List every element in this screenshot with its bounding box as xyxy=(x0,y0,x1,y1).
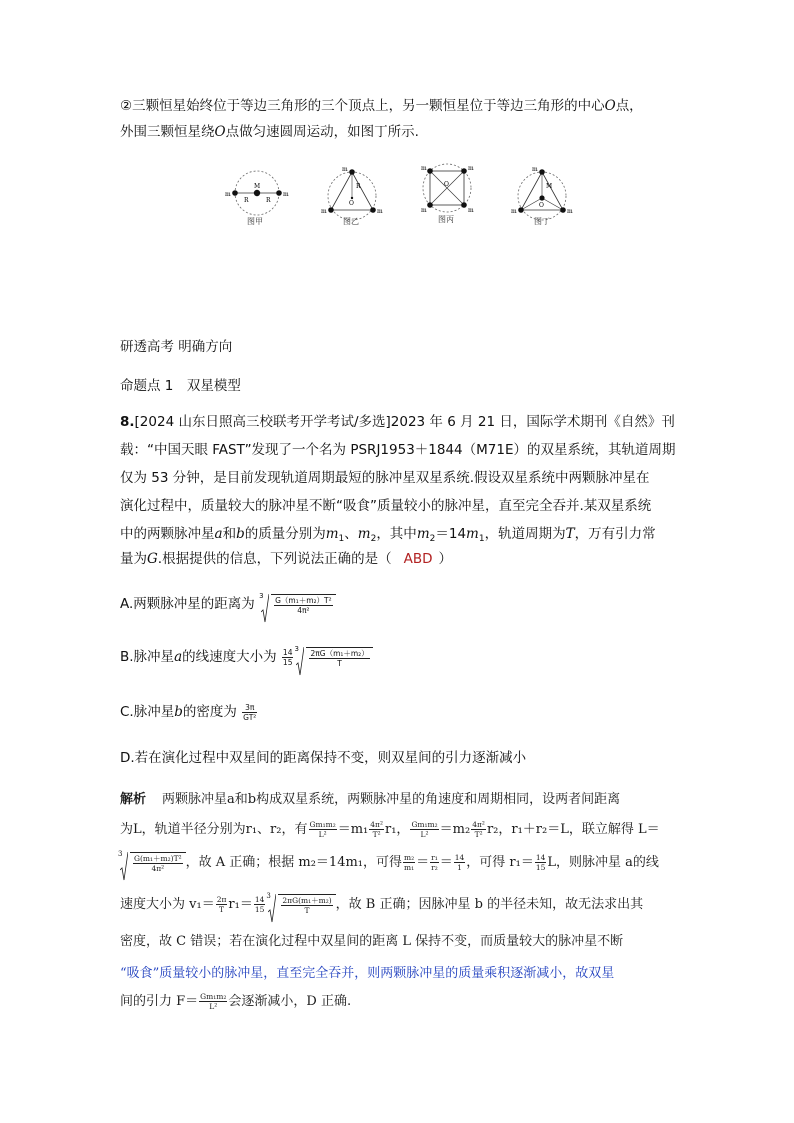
solution-text: ，故 A 正确；根据 m₂＝14m₁，可得 xyxy=(185,855,402,870)
numerator: 4π² xyxy=(472,820,485,829)
subscript: 1 xyxy=(338,534,345,544)
numerator: r₁ xyxy=(431,853,438,862)
mass-label-big-m: M xyxy=(254,183,261,190)
solution-text: 会逐渐减小，D 正确. xyxy=(228,994,352,1009)
denominator: T xyxy=(219,905,225,914)
coefficient-fraction xyxy=(282,648,294,667)
option-d: D.若在演化过程中双星间的距离保持不变，则双星间的引力逐渐减小 xyxy=(120,750,527,766)
solution-line-4 xyxy=(120,893,643,915)
solution-line-7 xyxy=(120,990,351,1011)
denominator: T xyxy=(304,906,310,915)
solution-line-3 xyxy=(118,851,659,873)
mass-label-m: m xyxy=(421,165,427,172)
denominator: 4π² xyxy=(297,605,310,615)
solution-line-2 xyxy=(120,818,660,839)
question-text: ，其中 xyxy=(376,526,417,542)
radical-sign-icon xyxy=(294,644,304,677)
intro-text: 外围三颗恒星绕 xyxy=(120,124,215,140)
fraction xyxy=(274,596,333,615)
cube-root-b xyxy=(294,644,372,668)
figure-caption-yi: 图乙 xyxy=(343,217,359,226)
question-text: ，轨道周期为 xyxy=(484,526,566,542)
solution-text: ＝m₂ xyxy=(439,822,471,837)
var-m1: m xyxy=(466,526,479,542)
root-index: 3 xyxy=(266,892,271,900)
solution-text: ＝ xyxy=(439,855,453,870)
numerator: 14 xyxy=(535,853,546,862)
option-a-text: A.两颗脉冲星的距离为 xyxy=(120,596,255,612)
var-b: b xyxy=(236,526,245,542)
solution-text: ，故 B 正确；因脉冲星 b 的半径未知，故无法求出其 xyxy=(335,897,644,912)
question-text: ） xyxy=(438,551,452,567)
option-c-text: C.脉冲星 xyxy=(120,704,175,720)
denominator: T² xyxy=(474,830,483,839)
numerator: 14 xyxy=(282,647,293,657)
numerator: G（m₁＋m₂）T² xyxy=(275,595,332,605)
radius-label: R xyxy=(266,197,271,204)
solution-text: 速度大小为 v₁＝ xyxy=(120,897,215,912)
fraction xyxy=(281,896,332,915)
radical-sign-icon xyxy=(268,894,276,924)
question-text: [2024 山东日照高三校联考开学考试/多选]2023 年 6 月 21 日，国际学术期刊《自然》刊 xyxy=(134,414,675,430)
solution-text: r₁， xyxy=(385,822,410,837)
root-index: 3 xyxy=(259,591,264,600)
numerator: Gm₁m₂ xyxy=(411,820,438,829)
solution-text: L，则脉冲星 a的线 xyxy=(547,855,659,870)
subscript: 2 xyxy=(370,534,377,544)
figure-jia xyxy=(225,171,289,226)
question-text: 量为 xyxy=(120,551,147,567)
option-b-text: 的线速度大小为 xyxy=(182,649,277,665)
center-label: O xyxy=(444,181,449,188)
intro-line-2 xyxy=(120,118,419,146)
mass-label-m: m xyxy=(421,207,427,214)
denominator: L² xyxy=(209,1002,218,1011)
solution-line-6: “吸食”质量较小的脉冲星，直至完全吞并，则两颗脉冲星的质量乘积逐渐减小，故双星 xyxy=(120,966,615,981)
question-text: 中的两颗脉冲星 xyxy=(120,526,215,542)
question-line-4 xyxy=(120,492,651,520)
denominator: L² xyxy=(318,830,327,839)
solution-label: 解析 xyxy=(120,792,147,807)
fraction xyxy=(309,649,369,668)
mass-label-m: m xyxy=(225,191,231,198)
solution-text: r₁＝ xyxy=(228,897,253,912)
mass-label-m: m xyxy=(468,207,474,214)
intro-text-end: 点， xyxy=(615,98,643,114)
denominator: T² xyxy=(372,830,381,839)
numerator: m₂ xyxy=(404,853,415,862)
numerator: 2πG（m₁＋m₂） xyxy=(310,648,369,658)
solution-text: ＝m₁ xyxy=(337,822,369,837)
figure-caption-ding: 图丁 xyxy=(534,217,550,226)
numerator: 14 xyxy=(254,895,265,904)
denominator: 15 xyxy=(254,905,265,914)
answer-text: ABD xyxy=(403,551,433,567)
denominator: 15 xyxy=(282,657,293,667)
mass-label-m: m xyxy=(567,208,573,215)
radical-sign-icon xyxy=(259,591,269,624)
fraction xyxy=(369,820,384,839)
star-system-figures xyxy=(220,160,580,230)
figure-caption-bing: 图丙 xyxy=(438,215,454,224)
fraction xyxy=(199,992,227,1011)
solution-text: r₂，r₁＋r₂＝L，联立解得 L＝ xyxy=(486,822,660,837)
var-a: a xyxy=(214,526,223,542)
denominator: r₂ xyxy=(431,863,438,872)
figure-ding xyxy=(511,166,573,226)
var-a: a xyxy=(174,649,183,665)
question-text: 载：“中国天眼 FAST”发现了一个名为 PSRJ1953＋1844（M71E）的双星系统，其轨道周期 xyxy=(120,442,676,458)
fraction xyxy=(471,820,486,839)
center-o: O xyxy=(604,98,616,114)
numerator: Gm₁m₂ xyxy=(200,992,227,1001)
question-text: 演化过程中，质量较大的脉冲星不断“吸食”质量较小的脉冲星，直至完全吞并.某双星系统 xyxy=(120,498,652,514)
denominator: 4π² xyxy=(151,864,165,873)
intro-text: ②三颗恒星始终位于等边三角形的三个顶点上，另一颗恒星位于等边三角形的中心 xyxy=(120,98,605,114)
option-b-text: B.脉冲星 xyxy=(120,649,175,665)
subscript: 1 xyxy=(478,534,485,544)
fraction xyxy=(454,853,466,872)
denominator: 15 xyxy=(535,863,546,872)
denominator: m₁ xyxy=(404,863,415,872)
var-m2: m xyxy=(357,526,371,542)
denominator: L² xyxy=(420,830,429,839)
question-text: 的质量分别为 xyxy=(244,526,326,542)
fraction xyxy=(403,853,415,872)
fraction xyxy=(254,895,266,914)
mass-label-m: m xyxy=(321,208,327,215)
numerator: Gm₁m₂ xyxy=(309,820,336,829)
question-line-1 xyxy=(120,408,675,436)
mass-label-big-m: M xyxy=(546,183,553,190)
question-number: 8. xyxy=(120,414,135,430)
intro-text: 点做匀速圆周运动，如图丁所示. xyxy=(225,124,419,140)
cube-root-a xyxy=(259,591,336,615)
fraction xyxy=(430,853,439,872)
subscript: 2 xyxy=(429,534,436,544)
numerator: 14 xyxy=(454,853,465,862)
question-text: ＝14 xyxy=(435,526,467,542)
var-t: T xyxy=(565,526,575,542)
numerator: 2πG(m₁＋m₂) xyxy=(282,896,332,905)
fraction xyxy=(133,854,183,873)
cube-root xyxy=(266,894,335,915)
solution-text: ＝ xyxy=(416,855,430,870)
denominator: 1 xyxy=(457,863,462,872)
cube-root xyxy=(118,852,186,873)
question-line-2 xyxy=(120,436,676,464)
question-text: .根据提供的信息，下列说法正确的是（ xyxy=(157,551,392,567)
numerator: 2π xyxy=(216,895,227,904)
solution-text: 为L，轨道半径分别为r₁、r₂，有 xyxy=(120,822,308,837)
fraction xyxy=(410,820,438,839)
denominator: GT² xyxy=(243,712,257,722)
var-m1: m xyxy=(325,526,339,542)
radius-label: R xyxy=(244,197,249,204)
option-c-text: 的密度为 xyxy=(182,704,237,720)
var-m2: m xyxy=(416,526,430,542)
figure-caption-jia: 图甲 xyxy=(247,217,263,226)
solution-text: ，可得 r₁＝ xyxy=(466,855,534,870)
mass-label-m: m xyxy=(283,191,289,198)
figure-bing xyxy=(421,164,474,224)
question-line-6 xyxy=(120,545,452,573)
question-text: 和 xyxy=(222,526,237,542)
numerator: 4π² xyxy=(370,820,383,829)
solution-text: 两颗脉冲星a和b构成双星系统，两颗脉冲星的角速度和周期相同，设两者间距离 xyxy=(162,792,621,807)
denominator: T xyxy=(337,658,342,668)
numerator: G(m₁＋m₂)T² xyxy=(134,854,182,863)
section-title: 研透高考 明确方向 xyxy=(120,339,233,355)
question-text: 仅为 53 分钟，是目前发现轨道周期最短的脉冲星双星系统.假设双星系统中两颗脉冲星在 xyxy=(120,470,650,486)
question-line-3 xyxy=(120,464,650,492)
root-index: 3 xyxy=(118,850,123,858)
var-g: G xyxy=(147,551,158,567)
solution-text: 间的引力 F＝ xyxy=(120,994,199,1009)
fraction xyxy=(309,820,337,839)
center-label: O xyxy=(539,202,544,209)
center-label: O xyxy=(349,200,354,207)
radical-sign-icon xyxy=(120,852,128,882)
question-text: ，万有引力常 xyxy=(574,526,656,542)
option-b xyxy=(120,645,373,668)
intro-line-1 xyxy=(120,92,643,120)
solution-line-1 xyxy=(120,788,620,807)
fraction xyxy=(535,853,547,872)
radius-label: R xyxy=(356,183,361,190)
density-fraction xyxy=(242,703,257,722)
mass-label-m: m xyxy=(468,165,474,172)
numerator: 3π xyxy=(242,703,257,713)
mass-label-m: m xyxy=(342,166,348,173)
mass-label-m: m xyxy=(511,208,517,215)
solution-line-5: 密度，故 C 错误；若在演化过程中双星间的距离 L 保持不变，而质量较大的脉冲星不断 xyxy=(120,934,624,949)
question-text: 、 xyxy=(344,526,358,542)
figure-yi xyxy=(321,166,383,226)
fraction xyxy=(216,895,228,914)
var-b: b xyxy=(174,704,183,720)
mass-label-m: m xyxy=(377,208,383,215)
mass-label-m: m xyxy=(532,166,538,173)
center-o: O xyxy=(214,124,226,140)
option-c xyxy=(120,700,258,722)
option-a xyxy=(120,592,336,615)
subsection-title: 命题点 1 双星模型 xyxy=(120,378,241,394)
root-index: 3 xyxy=(294,644,299,653)
